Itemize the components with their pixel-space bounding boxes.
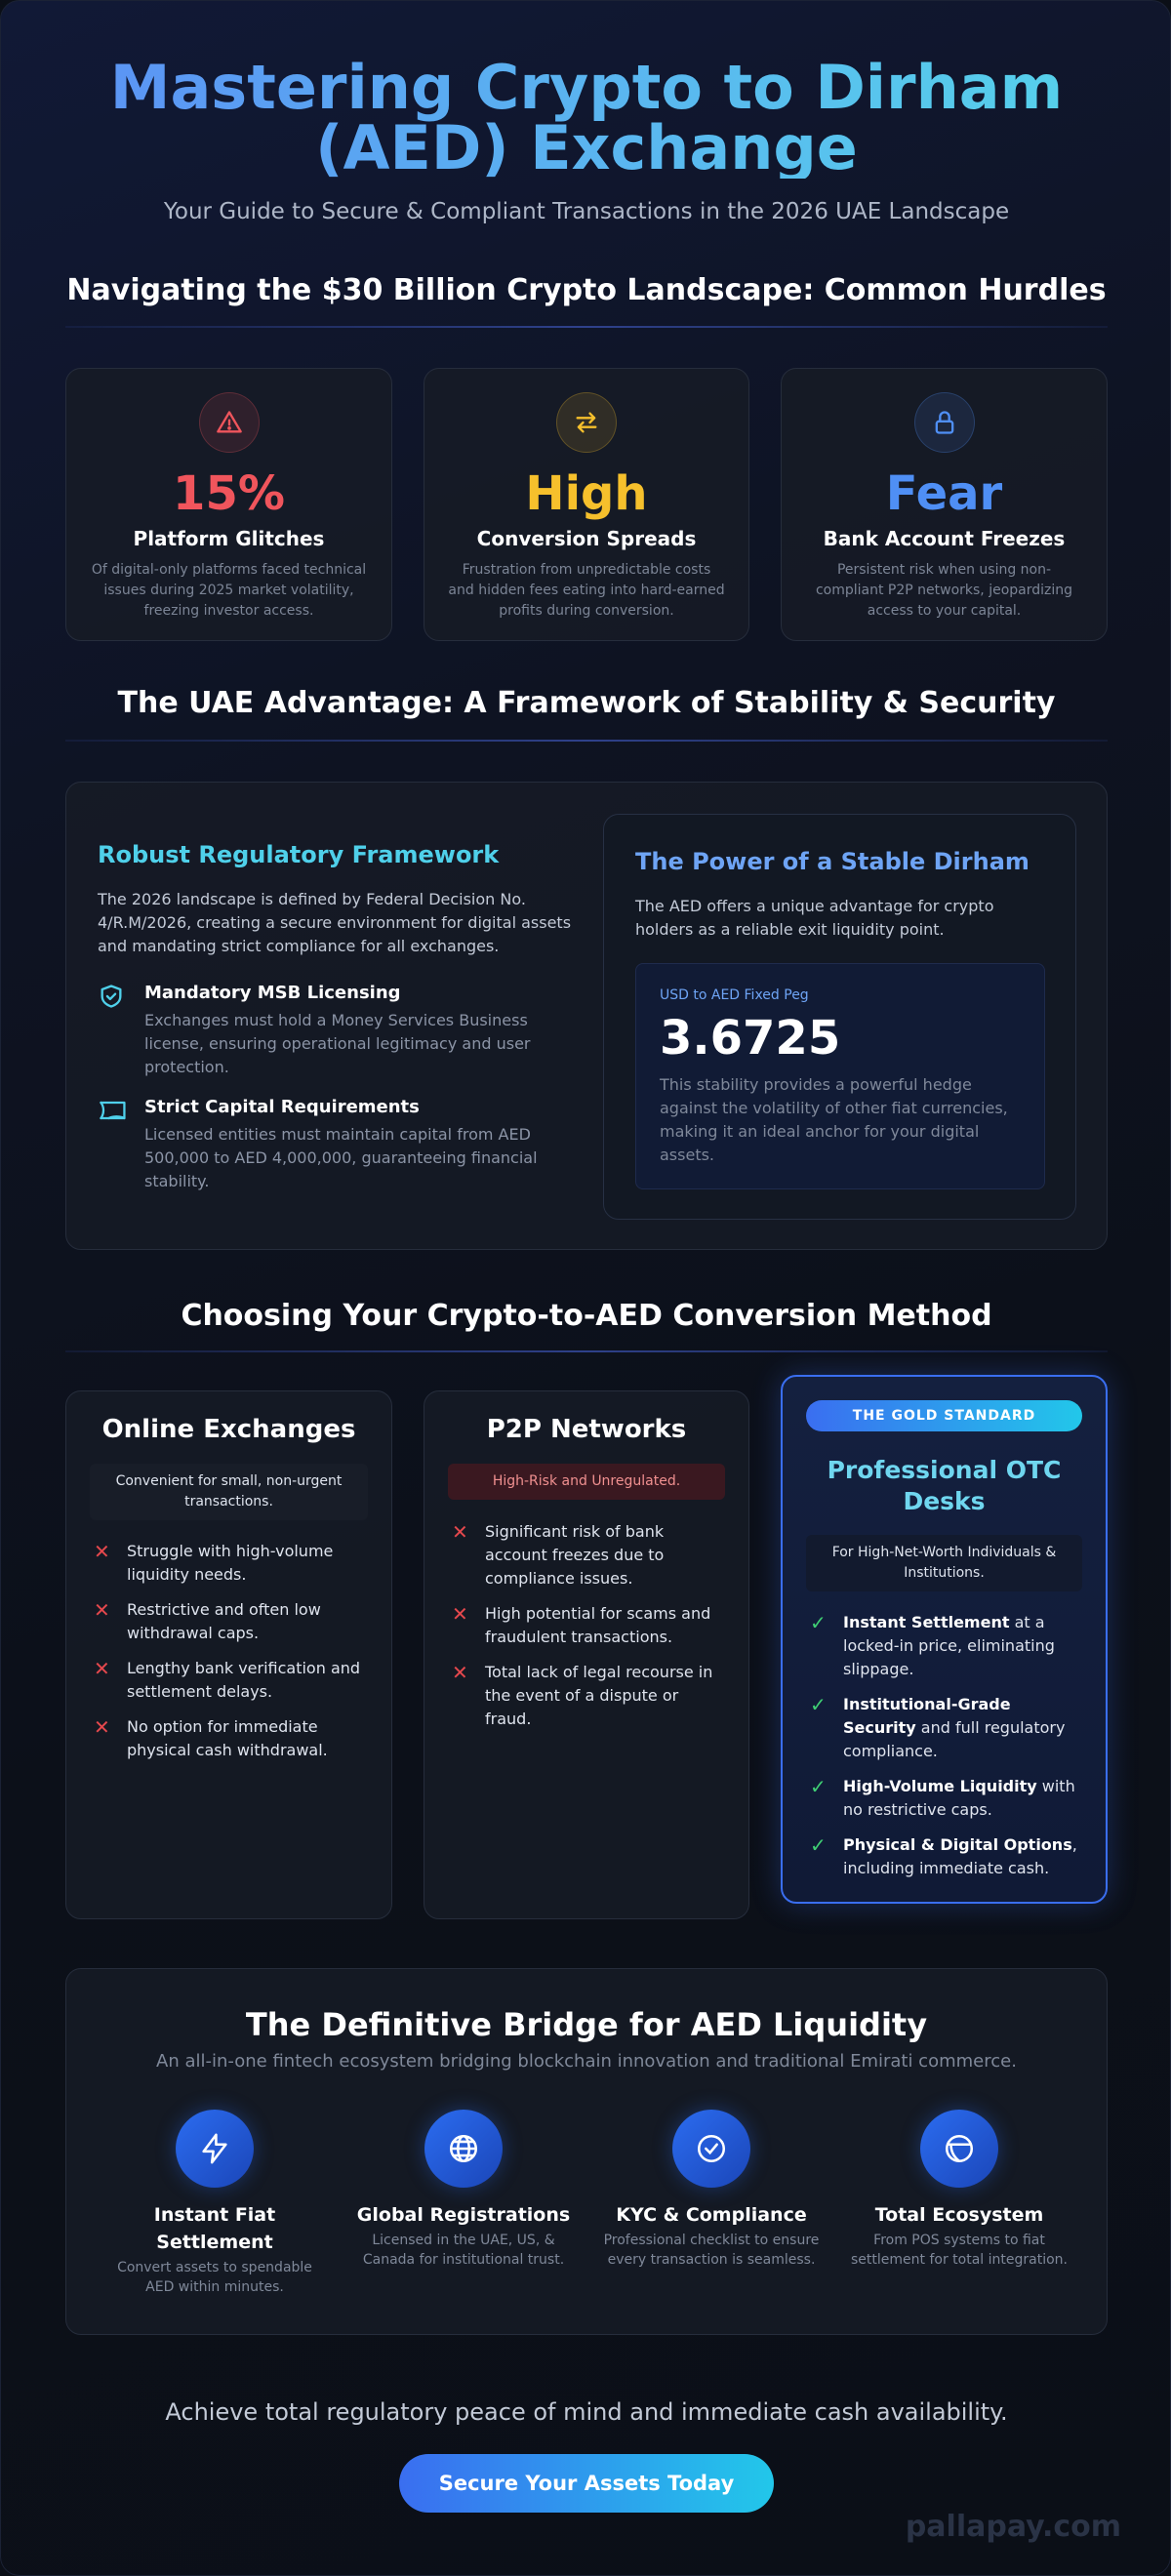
hurdles-heading: Navigating the $30 Billion Crypto Landscape: Common Hurdles [66,273,1107,307]
hurdle-description: Frustration from unpredictable costs and hidden fees eating into hard-earned profits during conversion. [448,562,725,619]
feature-description: Licensed in the UAE, US, & Canada for institutional trust. [362,2233,565,2268]
list-item: ✓ Institutional-Grade Security and full regulatory compliance. [810,1693,1086,1763]
list-item: ✕ Lengthy bank verification and settlement delays. [94,1657,372,1704]
hurdle-stat: High [525,466,648,521]
feature-title: KYC & Compliance [616,2204,807,2226]
hurdle-label: Conversion Spreads [476,527,697,550]
check-icon: ✓ [810,1775,827,1798]
banknote-icon [98,1097,129,1128]
ecosystem-icon [920,2110,998,2188]
feature-title: Global Registrations [356,2204,571,2226]
list-item: ✕ Total lack of legal recourse in the event of a dispute or fraud. [452,1661,729,1731]
feature-description: Convert assets to spendable AED within minutes. [117,2260,312,2295]
bridge-title: The Definitive Bridge for AED Liquidity [245,2006,928,2043]
footer-tagline: Achieve total regulatory peace of mind and immediate cash availability. [165,2398,1008,2426]
page-subtitle: Your Guide to Secure & Compliant Transactions in the 2026 UAE Landscape [163,199,1010,224]
risk-badge: High-Risk and Unregulated. [448,1464,725,1500]
advantage-panel [65,782,1108,1250]
hurdle-description: Of digital-only platforms faced technical issues during 2025 market volatility, freezing investor access. [91,562,367,619]
list-item: ✓ Instant Settlement at a locked-in price, eliminating slippage. [810,1611,1086,1681]
hurdle-card-freezes [781,368,1108,641]
hurdle-description: Persistent risk when using non-compliant P2P networks, jeopardizing access to your capital. [815,562,1073,619]
x-icon: ✕ [452,1602,468,1626]
check-icon: ✓ [810,1611,827,1634]
method-title: Online Exchanges [101,1415,356,1444]
x-icon: ✕ [94,1598,110,1622]
hurdle-stat: Fear [885,466,1003,521]
warning-triangle-icon [199,392,260,453]
list-item: ✓ High-Volume Liquidity with no restrictive caps. [810,1775,1086,1822]
stable-dirham-intro: The AED offers a unique advantage for crypto holders as a reliable exit liquidity point. [635,897,994,939]
method-note: Convenient for small, non-urgent transactions. [90,1464,368,1520]
advantage-heading: The UAE Advantage: A Framework of Stability & Security [117,686,1056,720]
methods-heading: Choosing Your Crypto-to-AED Conversion Method [181,1299,992,1333]
list-item: ✕ Restrictive and often low withdrawal caps. [94,1598,372,1645]
section-divider [65,1350,1108,1352]
bullet-title: Mandatory MSB Licensing [144,983,401,1003]
peg-label: USD to AED Fixed Peg [660,987,809,1003]
list-item: ✕ Significant risk of bank account freezes due to compliance issues. [452,1520,729,1590]
regulatory-intro: The 2026 landscape is defined by Federal Decision No. 4/R.M/2026, creating a secure environment for digital assets and mandating strict compliance for all exchanges. [98,890,572,955]
method-title: Professional OTC Desks [827,1456,1062,1515]
page-title [1,52,1171,183]
stable-dirham-title: The Power of a Stable Dirham [635,848,1030,875]
list-item: ✕ No option for immediate physical cash withdrawal. [94,1715,372,1762]
secure-assets-button[interactable]: Secure Your Assets Today [399,2454,774,2513]
hurdle-label: Platform Glitches [133,527,325,550]
feature-description: From POS systems to fiat settlement for total integration. [851,2233,1068,2268]
method-card-online-exchanges [65,1390,392,1919]
x-icon: ✕ [452,1520,468,1544]
peg-value: 3.6725 [660,1011,841,1066]
section-divider [65,740,1108,742]
method-title: P2P Networks [486,1415,687,1444]
gold-standard-badge: THE GOLD STANDARD [806,1400,1082,1431]
x-icon: ✕ [94,1715,110,1739]
stable-dirham-card [603,814,1076,1220]
lock-icon [914,392,975,453]
peg-description: This stability provides a powerful hedge against the volatility of other fiat currencies, making it an ideal anchor for your digital assets. [660,1075,1008,1164]
list-item: ✕ High potential for scams and fraudulent transactions. [452,1602,729,1649]
lightning-icon [176,2110,254,2188]
title-line-1: Mastering Crypto to Dirham [109,52,1064,123]
bullet-title: Strict Capital Requirements [144,1097,420,1117]
brand-watermark: pallapay.com [905,2510,1121,2544]
globe-icon [424,2110,503,2188]
title-line-2: (AED) Exchange [315,112,858,183]
shield-check-icon [98,983,127,1014]
method-card-p2p-networks [424,1390,749,1919]
feature-title: Instant Fiat Settlement [153,2204,276,2253]
section-divider [65,326,1108,328]
hurdle-card-glitches [65,368,392,641]
check-icon: ✓ [810,1833,827,1857]
x-icon: ✕ [94,1540,110,1563]
method-note: For High-Net-Worth Individuals & Institutions. [806,1535,1082,1591]
hurdle-card-spreads [424,368,749,641]
check-circle-icon [672,2110,750,2188]
feature-title: Total Ecosystem [874,2204,1044,2226]
bridge-panel [65,1968,1108,2335]
list-item: ✕ Struggle with high-volume liquidity needs. [94,1540,372,1587]
check-icon: ✓ [810,1693,827,1716]
bridge-subtitle: An all-in-one fintech ecosystem bridging blockchain innovation and traditional Emirati commerce. [156,2051,1017,2072]
peg-box [635,963,1045,1189]
bullet-description: Exchanges must hold a Money Services Business license, ensuring operational legitimacy and user protection. [144,1011,531,1076]
regulatory-title: Robust Regulatory Framework [98,841,500,868]
bullet-description: Licensed entities must maintain capital from AED 500,000 to AED 4,000,000, guaranteeing financial stability. [144,1125,538,1190]
hurdle-label: Bank Account Freezes [823,527,1066,550]
hurdle-stat: 15% [173,466,285,521]
method-card-otc-desks [781,1375,1108,1904]
x-icon: ✕ [94,1657,110,1680]
exchange-arrows-icon [556,392,617,453]
x-icon: ✕ [452,1661,468,1684]
feature-description: Professional checklist to ensure every transaction is seamless. [603,2233,820,2268]
list-item: ✓ Physical & Digital Options, including immediate cash. [810,1833,1086,1880]
